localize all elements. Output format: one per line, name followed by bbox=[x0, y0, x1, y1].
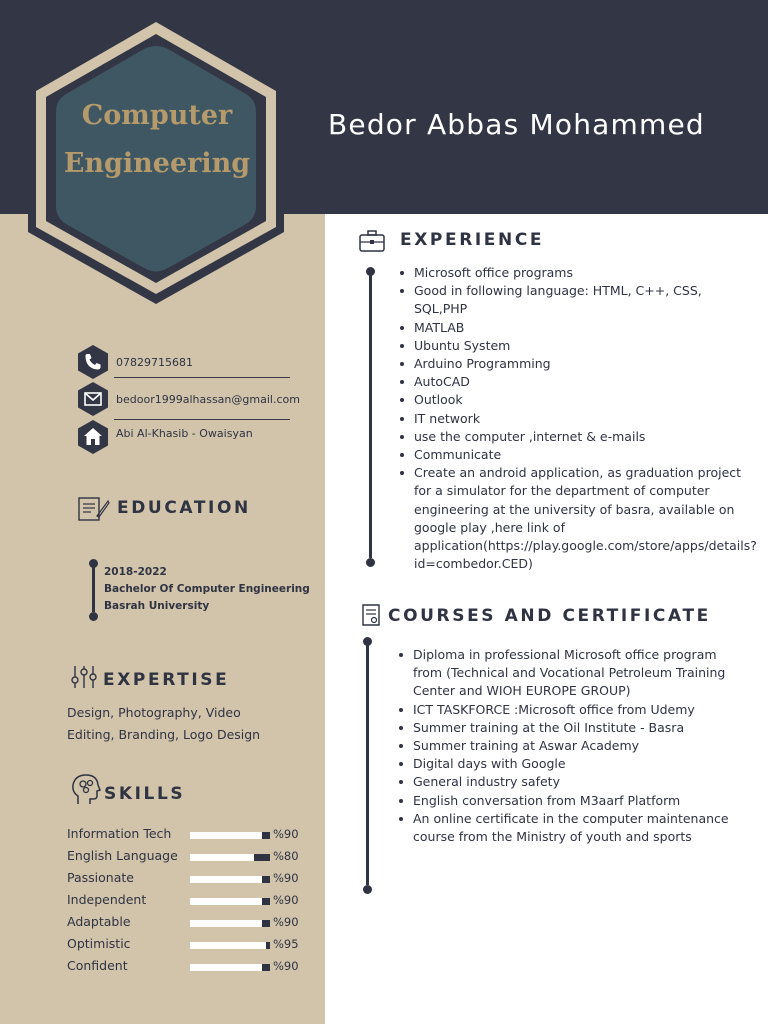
education-degree: Bachelor Of Computer Engineering bbox=[104, 583, 310, 595]
course-item: Summer training at the Oil Institute - Basra bbox=[397, 719, 737, 737]
timeline-dot bbox=[89, 612, 98, 621]
education-title: EDUCATION bbox=[117, 498, 251, 518]
certificate-scroll-icon bbox=[358, 602, 384, 628]
skill-bar-marker bbox=[254, 854, 270, 861]
experience-item: Create an android application, as graduation project for a simulator for the department of computer engineering at the university of basra, available on google play ,here link of application(https://play.google.com/store/apps/details?id=combedor.CED) bbox=[398, 464, 750, 573]
skill-bar-marker bbox=[262, 920, 270, 927]
skill-row bbox=[67, 914, 317, 934]
skill-row bbox=[67, 870, 317, 890]
skill-percent: %95 bbox=[273, 937, 299, 951]
skill-percent: %90 bbox=[273, 915, 299, 929]
skills-title: SKILLS bbox=[104, 784, 186, 804]
skill-label: Information Tech bbox=[67, 826, 172, 841]
education-years: 2018-2022 bbox=[104, 566, 167, 578]
course-item: English conversation from M3aarf Platform bbox=[397, 792, 737, 810]
timeline-line bbox=[369, 274, 372, 558]
skill-percent: %90 bbox=[273, 959, 299, 973]
skill-row bbox=[67, 936, 317, 956]
expertise-text bbox=[67, 702, 307, 746]
skill-label: Independent bbox=[67, 892, 147, 907]
phone-text[interactable]: 07829715681 bbox=[116, 356, 193, 369]
skill-percent: %90 bbox=[273, 827, 299, 841]
skill-label: Confident bbox=[67, 958, 128, 973]
skill-row bbox=[67, 958, 317, 978]
course-item: Digital days with Google bbox=[397, 755, 737, 773]
experience-item: Outlook bbox=[398, 391, 750, 409]
experience-item: Arduino Programming bbox=[398, 355, 750, 373]
experience-item: use the computer ,internet & e-mails bbox=[398, 428, 750, 446]
expertise-line: Editing, Branding, Logo Design bbox=[67, 727, 261, 742]
expertise-line: Design, Photography, Video bbox=[67, 705, 241, 720]
skill-row bbox=[67, 826, 317, 846]
skill-bar bbox=[190, 920, 270, 927]
contact-email bbox=[76, 381, 316, 417]
skill-bar bbox=[190, 898, 270, 905]
skill-percent: %90 bbox=[273, 871, 299, 885]
briefcase-icon bbox=[358, 228, 386, 254]
sliders-icon bbox=[70, 664, 98, 690]
skill-bar-marker bbox=[262, 832, 270, 839]
course-item: Diploma in professional Microsoft office program from (Technical and Vocational Petroleum Training Center and WIOH EUROPE GROUP) bbox=[397, 646, 737, 701]
experience-item: Good in following language: HTML, C++, CSS, SQL,PHP bbox=[398, 282, 750, 318]
skill-percent: %80 bbox=[273, 849, 299, 863]
experience-title: EXPERIENCE bbox=[400, 230, 545, 250]
education-school: Basrah University bbox=[104, 600, 210, 612]
courses-title: COURSES AND CERTIFICATE bbox=[388, 606, 711, 626]
certificate-icon bbox=[76, 494, 110, 524]
contact-phone bbox=[76, 344, 316, 380]
skill-bar-marker bbox=[262, 964, 270, 971]
contact-divider bbox=[114, 377, 290, 378]
mail-icon bbox=[76, 381, 110, 417]
skill-bar bbox=[190, 942, 270, 949]
skill-percent: %90 bbox=[273, 893, 299, 907]
skill-bar bbox=[190, 854, 270, 861]
courses-list bbox=[397, 646, 737, 846]
home-icon bbox=[76, 419, 110, 455]
experience-item: IT network bbox=[398, 410, 750, 428]
hex-title-line1: Computer bbox=[81, 100, 233, 131]
skill-bar-marker bbox=[262, 898, 270, 905]
skill-label: Passionate bbox=[67, 870, 134, 885]
experience-item: Microsoft office programs bbox=[398, 264, 750, 282]
skill-label: English Language bbox=[67, 848, 178, 863]
expertise-title: EXPERTISE bbox=[103, 670, 230, 690]
email-text[interactable]: bedoor1999alhassan@gmail.com bbox=[116, 393, 300, 406]
experience-item: AutoCAD bbox=[398, 373, 750, 391]
skill-row bbox=[67, 848, 317, 868]
timeline-dot bbox=[363, 885, 372, 894]
skill-row bbox=[67, 892, 317, 912]
skill-bar bbox=[190, 876, 270, 883]
head-idea-icon bbox=[70, 772, 102, 806]
experience-list bbox=[398, 264, 757, 573]
phone-icon bbox=[76, 344, 110, 380]
education-entry bbox=[104, 564, 310, 615]
skill-bar-marker bbox=[262, 876, 270, 883]
experience-item: MATLAB bbox=[398, 319, 750, 337]
contact-address bbox=[76, 419, 316, 455]
skill-label: Optimistic bbox=[67, 936, 131, 951]
skill-bar bbox=[190, 832, 270, 839]
skill-label: Adaptable bbox=[67, 914, 131, 929]
course-item: Summer training at Aswar Academy bbox=[397, 737, 737, 755]
address-text: Abi Al-Khasib - Owaisyan bbox=[116, 427, 253, 440]
timeline-line bbox=[92, 566, 95, 612]
full-name: Bedor Abbas Mohammed bbox=[328, 108, 705, 141]
experience-item: Communicate bbox=[398, 446, 750, 464]
course-item: General industry safety bbox=[397, 773, 737, 791]
hex-title-line2: Engineering bbox=[63, 148, 251, 179]
skill-bar-marker bbox=[266, 942, 270, 949]
course-item: An online certificate in the computer maintenance course from the Ministry of youth and sports bbox=[397, 810, 737, 846]
timeline-line bbox=[366, 644, 369, 885]
course-item: ICT TASKFORCE :Microsoft office from Udemy bbox=[397, 701, 737, 719]
experience-item: Ubuntu System bbox=[398, 337, 750, 355]
skill-bar bbox=[190, 964, 270, 971]
timeline-dot bbox=[366, 558, 375, 567]
